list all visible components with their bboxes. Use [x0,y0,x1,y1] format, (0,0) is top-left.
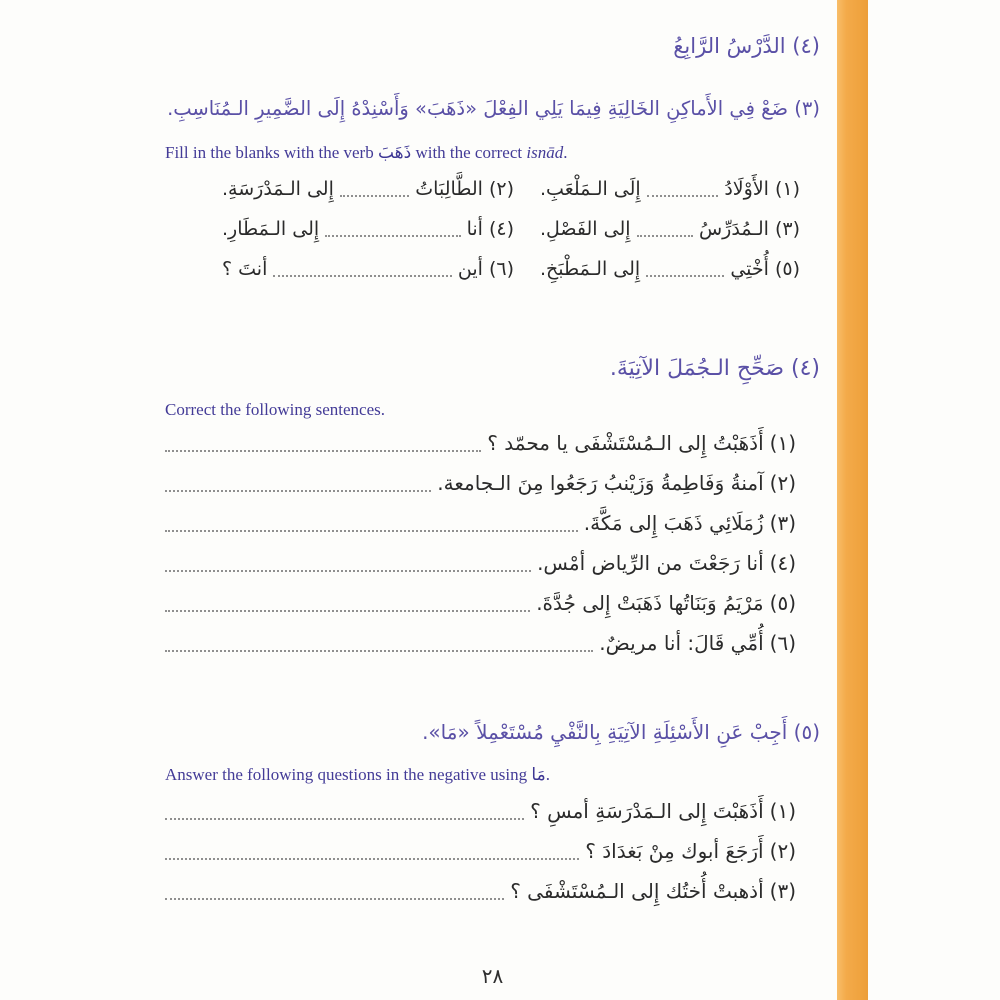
question-row [165,836,796,867]
instruction-text: with the correct [411,143,527,162]
exercise4-instruction-english: Correct the following sentences. [165,400,385,419]
sentence-text: آمنةُ وَفَاطِمةُ وَزَيْنبُ رَجَعُوا مِنَ الـجامعة. [437,471,764,495]
answer-line [165,898,504,900]
sentence-row [165,508,796,539]
answer-line [165,610,530,612]
question-text: أَذَهَبْتَ إِلى الـمَدْرَسَةِ أمسِ ؟ [530,799,764,823]
item-pre-text: الأَوْلَادُ [724,178,769,200]
answer-blank [325,235,460,237]
item-number: (١) [774,178,800,200]
sentence-text: أَذَهَبْتُ إِلى الـمُسْتَشْفَى يا محمّد ؟ [487,431,764,455]
sentence-text: زُمَلَائِي ذَهَبَ إِلى مَكَّةَ. [583,511,764,535]
answer-line [165,490,431,492]
instruction-text: . [545,765,550,784]
exercise4-instruction-arabic: (٤) صَحِّحِ الـجُمَلَ الآتِيَةَ. [609,356,820,381]
item-number: (٥) [774,258,800,280]
item-number: (٢) [769,839,796,863]
item-post-text: إِلى الـمَطْبَخِ. [540,258,641,280]
exercise5-instruction-arabic: (٥) أَجِبْ عَنِ الأَسْئِلَةِ الآتِيَةِ بِالنَّفْيِ مُسْتَعْمِلاً «مَا». [422,720,820,744]
instruction-text: Answer the following questions in the negative using [165,765,532,784]
item-post-text: إِلَى الـمَلْعَبِ. [540,178,641,200]
answer-line [165,530,578,532]
fill-blank-item [222,174,514,204]
book-binding-stripe [837,0,868,1000]
sentence-text: أُمِّي قَالَ: أنا مريضٌ. [599,631,764,655]
sentence-row [165,588,796,619]
item-number: (٣) [769,879,796,903]
item-number: (١) [769,431,796,455]
exercise4-sentences [165,428,820,668]
item-pre-text: الـمُدَرِّسُ [698,218,769,240]
exercise3-items [165,174,820,284]
answer-blank [647,195,719,197]
answer-line [165,450,481,452]
question-row [165,876,796,907]
item-post-text: إِلى الـمَدْرَسَةِ. [222,178,334,200]
inline-arabic-verb: ذَهَبَ [377,143,412,163]
inline-arabic-particle: مَا [531,765,546,785]
question-row [165,796,796,827]
exercise5-questions [165,796,820,916]
item-number: (٦) [769,631,796,655]
answer-blank [637,235,693,237]
item-pre-text: أُخْتِي [730,258,769,280]
item-number: (٤) [488,218,514,240]
answer-line [165,818,524,820]
answer-blank [273,275,452,277]
item-number: (٥) [769,591,796,615]
question-text: أذهبتْ أُختُك إِلى الـمُسْتَشْفَى ؟ [510,879,764,903]
answer-line [165,650,593,652]
answer-blank [646,275,724,277]
sentence-row [165,628,796,659]
instruction-term-italic: isnād [526,143,564,162]
lesson-title: (٤) الدَّرْسُ الرَّابِعُ [673,34,820,58]
item-pre-text: أين [457,258,483,280]
answer-blank [340,195,409,197]
item-post-text: إِلى الـمَطَارِ. [222,218,320,240]
item-number: (٦) [488,258,514,280]
fill-blank-item [540,254,800,284]
fill-blank-item [222,254,514,284]
page-number: ٢٨ [481,964,504,988]
answer-line [165,858,579,860]
sentence-row [165,428,796,459]
question-text: أَرَجَعَ أبوك مِنْ بَغدَادَ ؟ [585,839,764,863]
exercise3-instruction-arabic: (٣) ضَعْ فِي الأَماكِنِ الخَالِيَةِ فِيمَا يَلِي الفِعْلَ «ذَهَبَ» وَأَسْنِدْهُ إِلَى الضَّمِيرِ الـمُنَاسِبِ. [167,97,820,120]
item-post-text: أنتَ ؟ [222,258,268,280]
item-number: (٢) [488,178,514,200]
fill-blank-item [540,214,800,244]
exercise3-instruction-english [165,143,820,163]
item-number: (٢) [769,471,796,495]
item-number: (٣) [769,511,796,535]
item-number: (٤) [769,551,796,575]
answer-line [165,570,531,572]
exercise5-instruction-english [165,765,820,785]
instruction-text: . [563,143,568,162]
item-number: (٣) [774,218,800,240]
sentence-text: مَرْيَمُ وَبَنَاتُها ذَهَبَتْ إِلى جُدَّةَ. [536,591,764,615]
item-pre-text: الطَّالِبَاتُ [415,178,483,200]
instruction-text: Fill in the blanks with the verb [165,143,378,162]
item-pre-text: أنا [466,218,483,240]
fill-blank-item [540,174,800,204]
sentence-row [165,548,796,579]
sentence-row [165,468,796,499]
sentence-text: أنا رَجَعْتَ من الرِّياض أمْس. [537,551,764,575]
item-post-text: إِلى الفَصْلِ. [540,218,631,240]
fill-blank-item [222,214,514,244]
item-number: (١) [769,799,796,823]
